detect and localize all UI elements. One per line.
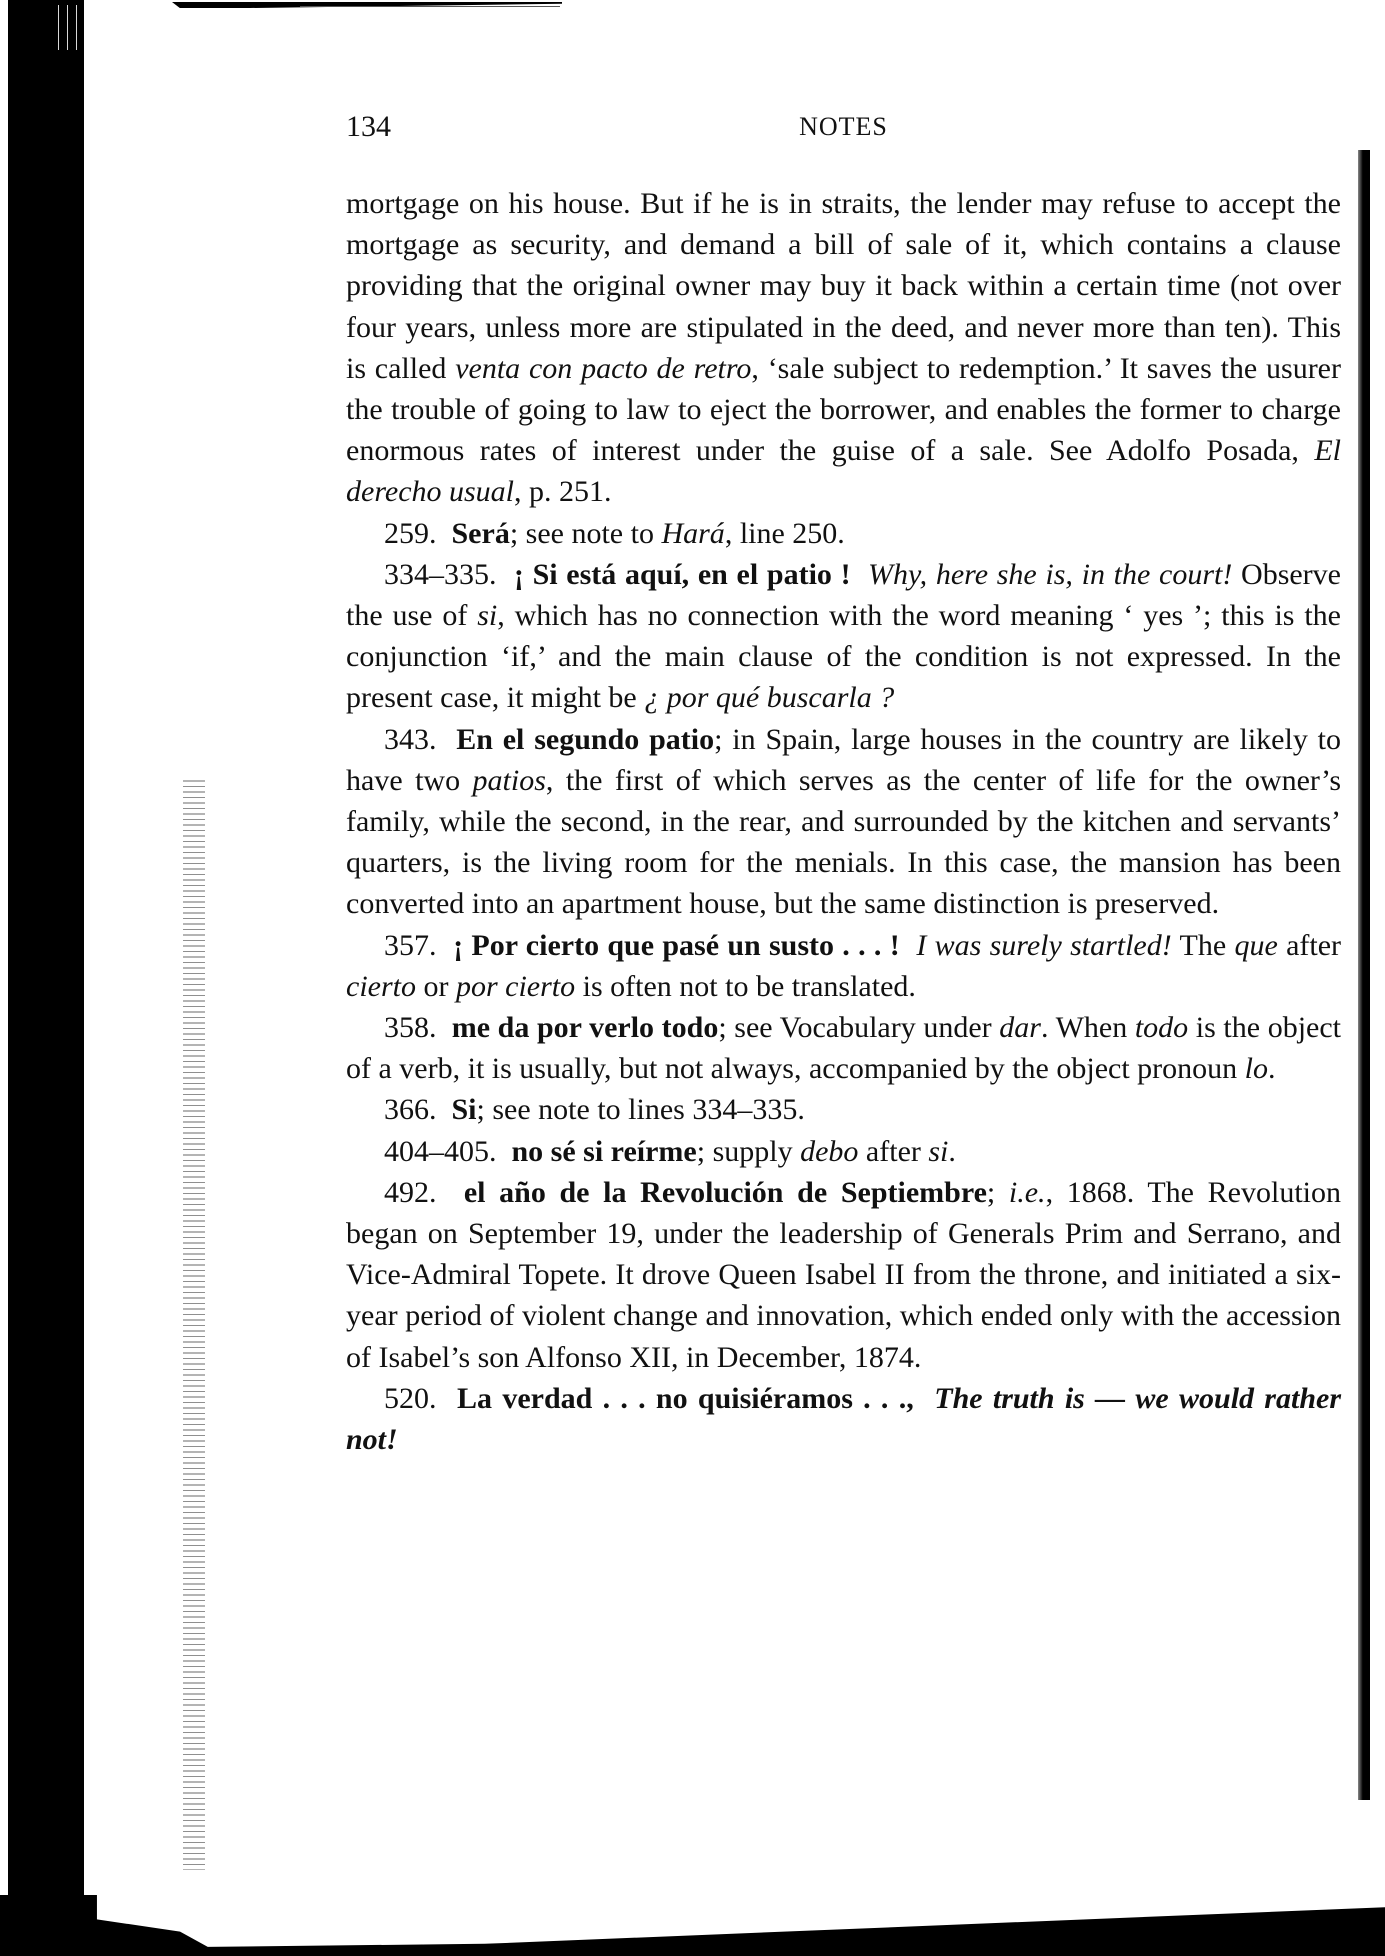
- text: ; see note to: [509, 516, 662, 550]
- note-520: [346, 1378, 1341, 1460]
- text: , ‘sale subject to redemption.’ It saves the usurer the trouble of going to law to eject the borrower, and enables the former to charge enormous rates of interest under the guise of a sale. See Adolfo Posada,: [346, 351, 1341, 468]
- note-492: [346, 1172, 1341, 1378]
- italic-phrase: que: [1234, 928, 1278, 962]
- note-term: no sé si reírme: [511, 1134, 697, 1168]
- italic-phrase: cierto: [346, 969, 416, 1003]
- page-header: [346, 110, 1341, 150]
- text: , 1868. The Revolution began on September 19, under the leadership of Generals Prim and Serrano, and Vice-Admiral Topete. It drove Queen Isabel II from the throne, and initiated a six-year period of violent change and innovation, which ended only with the accession of Isabel’s son Alfonso XII, in December, 1874.: [346, 1175, 1341, 1374]
- italic-phrase: venta con pacto de retro: [455, 351, 752, 385]
- line-number: 357.: [384, 928, 437, 962]
- line-number: 492.: [384, 1175, 437, 1209]
- line-number: 404–405.: [384, 1134, 497, 1168]
- notes-body: [346, 183, 1341, 1460]
- note-404-405: [346, 1131, 1341, 1172]
- text: is often not to be translated.: [575, 969, 916, 1003]
- italic-phrase: si: [477, 599, 498, 633]
- text: , line 250.: [724, 516, 845, 550]
- note-term: En el segundo patio: [456, 722, 715, 756]
- text: after: [858, 1134, 929, 1168]
- note-term: ¡ Si está aquí, en el patio !: [513, 557, 851, 591]
- text: . When: [1040, 1011, 1135, 1045]
- line-number: 358.: [384, 1011, 437, 1045]
- note-357: [346, 925, 1341, 1007]
- line-number: 520.: [384, 1381, 437, 1415]
- note-259: [346, 513, 1341, 554]
- italic-phrase: i.e.: [1008, 1175, 1046, 1209]
- note-term: el año de la Revolución de Septiembre: [463, 1175, 987, 1209]
- line-number: 334–335.: [384, 557, 497, 591]
- scan-edge-top: [172, 2, 562, 8]
- translation: Why, here she is, in the court!: [868, 557, 1233, 591]
- note-term: La verdad . . . no quisiéramos . . .,: [457, 1381, 914, 1415]
- italic-phrase: lo: [1244, 1052, 1269, 1086]
- text: ; supply: [696, 1134, 801, 1168]
- text: ;: [986, 1175, 1009, 1209]
- book-title: El derecho usual: [346, 434, 1341, 509]
- text: , the first of which serves as the center of life for the owner’s family, while the second, in the rear, and surrounded by the kitchen and servants’ quarters, is the living room for the menials. In this case, the mansion has been converted into an apartment house, but the same distinction is preserved.: [346, 763, 1342, 921]
- note-term: ¡ Por cierto que pasé un susto . . . !: [453, 928, 900, 962]
- italic-phrase: todo: [1134, 1011, 1189, 1045]
- page-number: 134: [346, 110, 391, 143]
- text: , p. 251.: [514, 475, 612, 509]
- text: is the object of a verb, it is usually, but not always, accompanied by the object pronoun: [346, 1011, 1341, 1086]
- italic-phrase: patios: [472, 763, 546, 797]
- line-number: 366.: [384, 1093, 437, 1127]
- translation: I was surely startled!: [916, 928, 1172, 962]
- text: .: [948, 1134, 956, 1168]
- note-334-335: [346, 554, 1341, 719]
- scan-edge-top-line: [300, 6, 560, 7]
- scan-edge-left: [8, 0, 84, 1956]
- italic-phrase: ¿ por qué buscarla ?: [644, 681, 895, 715]
- italic-phrase: si: [928, 1134, 949, 1168]
- text: The: [1171, 928, 1235, 962]
- text: mortgage on his house. But if he is in straits, the lender may refuse to accept the mortgage as security, and demand a bill of sale of it, which contains a clause providing that the original owner may buy it back within a certain time (not over four years, unless more are stipulated in the deed, and never more than ten). This is called: [346, 187, 1341, 385]
- note-343: [346, 719, 1341, 925]
- note-366: [346, 1089, 1341, 1130]
- note-358: [346, 1007, 1341, 1089]
- italic-phrase: Hará: [661, 516, 725, 550]
- text: ; see note to lines 334–335.: [476, 1093, 805, 1127]
- text: , which has no connection with the word meaning ‘ yes ’; this is the conjunction ‘if,’ and the main clause of the condition is not expressed. In the present case, it might be: [346, 599, 1341, 715]
- text: or: [415, 969, 456, 1003]
- line-number: 259.: [384, 516, 437, 550]
- translation: The truth is — we would rather not!: [346, 1381, 1341, 1457]
- text: Observe the use of: [346, 557, 1341, 633]
- italic-phrase: por cierto: [455, 969, 576, 1003]
- running-head: NOTES: [799, 112, 888, 141]
- note-term: me da por verlo todo: [451, 1011, 719, 1045]
- scan-noise: [55, 5, 83, 50]
- note-term: Será: [451, 516, 510, 550]
- text: after: [1277, 928, 1342, 962]
- note-term: Si: [451, 1093, 477, 1127]
- italic-phrase: debo: [800, 1134, 859, 1168]
- continued-note: [346, 183, 1341, 513]
- text: ; see Vocabulary under: [718, 1011, 1000, 1045]
- gutter-shadow: [183, 780, 205, 1870]
- text: .: [1268, 1052, 1276, 1086]
- line-number: 343.: [384, 722, 437, 756]
- scan-edge-bottom: [0, 1895, 1385, 1956]
- scan-edge-right: [1358, 150, 1370, 1800]
- italic-phrase: dar: [999, 1011, 1041, 1045]
- text: ; in Spain, large houses in the country are likely to have two: [346, 722, 1341, 797]
